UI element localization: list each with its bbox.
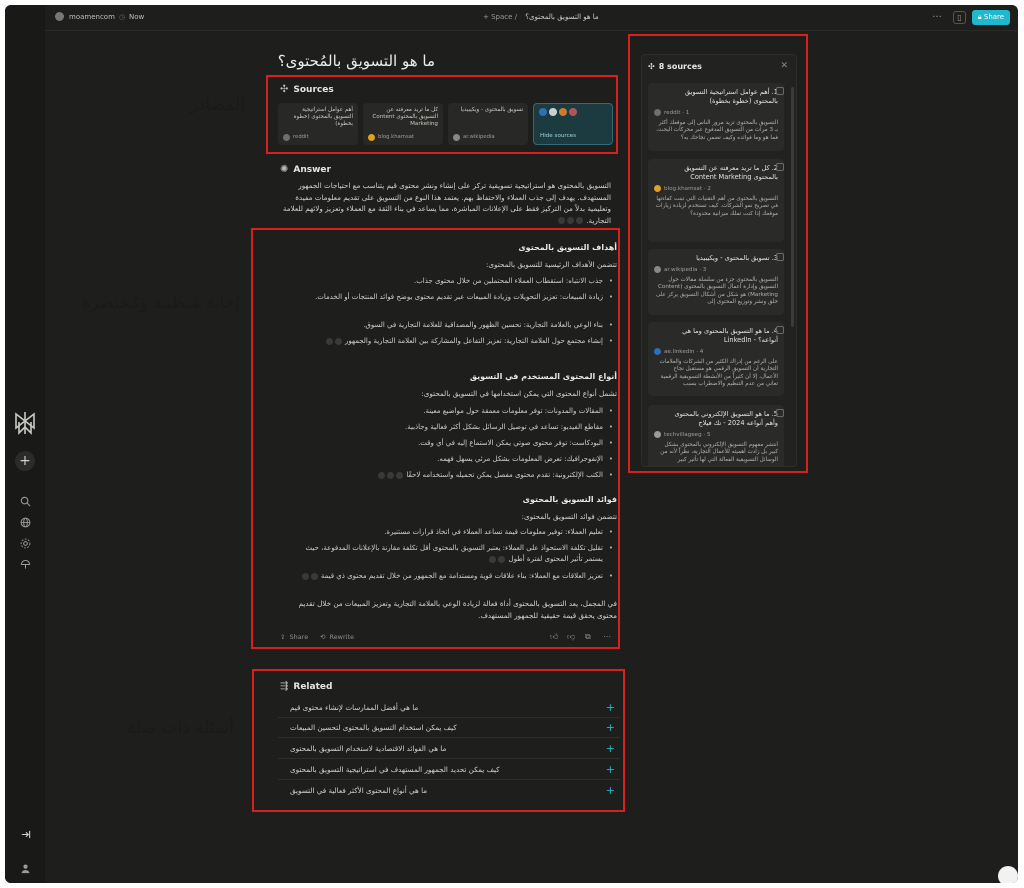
benefits-heading: فوائد التسويق بالمحتوى bbox=[522, 495, 617, 504]
source-item-title: 3. تسويق بالمحتوى - ويكيبيديا bbox=[696, 254, 778, 262]
source-item-desc: التسويق بالمحتوى من أهم التقنيات التي تبنت كفاءتها في تصريح نمو الشركات. كيف تستخدم لزيادة زيارات موقعك إذا كنت تملك ميزانية محدودة؟ bbox=[655, 196, 778, 217]
list-item: الإنفوجرافيك: تعرض المعلومات بشكل مرئي يسهل فهمه. • bbox=[295, 454, 603, 465]
related-question-text: كيف يمكن تحديد الجمهور المستهدف في استراتيجية التسويق بالمحتوى bbox=[290, 765, 500, 774]
related-question-text: ما هي أفضل الممارسات لإنشاء محتوى قيم bbox=[290, 703, 419, 712]
plus-icon: + bbox=[483, 13, 489, 21]
types-intro: تشمل أنواع المحتوى التي يمكن استخدامها في التسويق بالمحتوى: bbox=[421, 389, 617, 398]
close-icon[interactable]: ✕ bbox=[780, 61, 788, 71]
username: moamencom bbox=[69, 12, 115, 21]
lock-icon: 🔒︎ bbox=[977, 13, 982, 21]
annotation-related: أسئلة ذات صلة bbox=[126, 718, 234, 738]
source-item-desc: التسويق بالمحتوى جزء من سلسلة مقالات حول التسويق وإدارة أعمال التسويق بالمحتوى (Content Marketing) هو شكل من أشكال التسويق يركز على خلق ونشر وتوزيع المحتوى إلى bbox=[655, 277, 778, 306]
list-item: بناء الوعي بالعلامة التجارية: تحسين الظهور والمصداقية للعلامة التجارية في السوق. • bbox=[295, 320, 603, 331]
answer-intro-text: التسويق بالمحتوى هو استراتيجية تسويقية تركز على إنشاء ونشر محتوى قيم يتناسب مع احتياجات الجمهور المستهدف. يهدف إلى جذب العملاء والاحتفاظ بهم. يعتمد هذا النوع من التسويق على تقديم معلومات مفيدة وتعليمية بدلاً من التركيز فقط على الإعلانات المباشرة، مما يساعد في بناء الثقة مع العملاء وتعزيز ولائهم للعلامة التجارية. bbox=[282, 181, 611, 225]
perplexity-logo-icon[interactable] bbox=[11, 409, 39, 437]
source-item-title: 2. كل ما تريد معرفته عن التسويق بالمحتوى Content Marketing bbox=[684, 164, 778, 181]
source-item-title: 5. ما هو التسويق الإلكتروني بالمحتوى وأهم أنواعه 2024 - تك فيلاج bbox=[674, 410, 778, 427]
source-item-desc: على الرغم من إدراك الكثير من الشركات والعلامات التجارية أن التسويق الرقمي هو مستقبل نجاح الأعمال، إلا أن كثيراً من الأنشطة التسويقية الرقمية تعاني من عدم التنظيم والاضطراب بسبب bbox=[659, 359, 778, 388]
list-item: مقاطع الفيديو: تساعد في توصيل الرسائل بشكل أكثر فعالية وجاذبية. • bbox=[295, 422, 603, 433]
source-card-text: تسويق بالمحتوى - ويكيبيديا bbox=[460, 107, 523, 113]
plus-icon[interactable]: + bbox=[605, 701, 615, 714]
citation-badge[interactable] bbox=[567, 217, 574, 224]
source-card-text: كل ما تريد معرفته عن التسويق بالمحتوى Content Marketing bbox=[372, 107, 438, 127]
user-info[interactable] bbox=[55, 12, 144, 21]
timestamp: Now bbox=[129, 12, 145, 21]
source-item-site: techvillageeg · 5 bbox=[664, 431, 711, 438]
goals-heading: أهداف التسويق بالمحتوى bbox=[518, 243, 617, 252]
answer-section-title bbox=[280, 164, 331, 175]
list-item: البودكاست: توفر محتوى صوتي يمكن الاستماع إليه في أي وقت. • bbox=[295, 438, 603, 449]
more-options-icon[interactable]: ··· bbox=[932, 12, 942, 23]
search-icon[interactable] bbox=[14, 490, 36, 512]
source-site: reddit bbox=[293, 134, 309, 140]
avatar bbox=[55, 12, 64, 21]
copy-icon[interactable]: ⧉ bbox=[585, 632, 591, 641]
sources-icon: ✣ bbox=[280, 84, 289, 95]
list-item: زيادة المبيعات: تعزيز التحويلات وزيادة المبيعات عبر تقديم محتوى يوضح فوائد المنتجات أو الخدمات. • bbox=[295, 292, 603, 303]
share-icon: ⇪ bbox=[280, 633, 286, 641]
sources-label: Sources bbox=[293, 84, 334, 95]
list-item-text: الكتب الإلكترونية: تقدم محتوى مفصل يمكن تحميله واستخدامه لاحقًا bbox=[406, 471, 603, 479]
list-item: جذب الانتباه: استقطاب العملاء المحتملين من خلال محتوى جذاب. • bbox=[295, 276, 603, 287]
breadcrumb-separator: / bbox=[514, 13, 518, 21]
hide-sources-label: Hide sources bbox=[540, 133, 577, 139]
more-icon[interactable]: ⋯ bbox=[603, 632, 611, 641]
source-item-site: reddit · 1 bbox=[664, 109, 690, 116]
share-button-label: Share bbox=[983, 13, 1005, 21]
sources-panel-highlight-box bbox=[628, 34, 808, 473]
related-label: Related bbox=[293, 681, 333, 692]
clock-icon: ◷ bbox=[118, 12, 126, 21]
breadcrumb-space[interactable]: Space bbox=[491, 13, 513, 21]
citation-badge[interactable] bbox=[558, 217, 565, 224]
source-site: blog.khamsat bbox=[378, 134, 415, 140]
thumbs-down-icon[interactable]: 👎︎ bbox=[567, 632, 576, 641]
breadcrumb bbox=[483, 13, 599, 21]
breadcrumb-thread-title: ما هو التسويق بالمحتوى؟ bbox=[525, 13, 599, 21]
account-icon[interactable] bbox=[14, 857, 36, 879]
plus-icon[interactable]: + bbox=[605, 763, 615, 776]
answer-icon: ✺ bbox=[280, 164, 289, 175]
list-item-text: إنشاء مجتمع حول العلامة التجارية: تعزيز التفاعل والمشاركة بين العلامة التجارية والجمهور bbox=[344, 337, 603, 345]
annotation-sources: المصادر bbox=[189, 95, 245, 115]
sources-highlight-box bbox=[266, 75, 618, 154]
source-item-desc: انتشر مفهوم التسويق الإلكتروني بالمحتوى بشكل كبير بل زادت أهميته للأعمال التجارية، نظراً لأنه من الوسائل التسويقية الفعالة التي لها تأثير كبير bbox=[660, 442, 778, 463]
goals-intro: تتضمن الأهداف الرئيسية للتسويق بالمحتوى: bbox=[486, 260, 617, 269]
top-bar bbox=[45, 5, 1018, 31]
help-button[interactable] bbox=[998, 866, 1018, 883]
left-rail bbox=[5, 5, 45, 883]
source-item-desc: التسويق بالمحتوى تزيد مرور الناس إلى موقعك أكثر بـ 3 مرات من التسويق المدفوع عبر محركات البحث، فما هو وما فوائده وكيف تضمن نجاحك به؟ bbox=[656, 120, 778, 141]
source-item-title: 4. ما هو التسويق بالمحتوى وما هي أنواعه؟ - LinkedIn bbox=[682, 327, 778, 344]
sources-icon: ✣ bbox=[648, 62, 655, 71]
answer-conclusion: في المجمل، يعد التسويق بالمحتوى أداة فعالة لزيادة الوعي بالعلامة التجارية وتعزيز المبيعات من خلال تقديم محتوى يحقق قيمة حقيقية للجمهور المستهدف. bbox=[298, 599, 617, 620]
source-item-site: ae.linkedin · 4 bbox=[664, 348, 704, 355]
source-card-text: أهم عوامل استراتيجية التسويق بالمحتوى (خطوة بخطوة) bbox=[293, 107, 353, 127]
source-item-site: ar.wikipedia · 3 bbox=[664, 266, 707, 273]
question-title: ما هو التسويق بالمُحتوى؟ bbox=[277, 52, 435, 70]
citation-badge[interactable] bbox=[576, 217, 583, 224]
answer-highlight-box bbox=[251, 228, 620, 649]
list-item: المقالات والمدونات: توفر معلومات معمقة حول مواضيع معينة. • bbox=[295, 406, 603, 417]
bookmark-icon[interactable]: ▯ bbox=[953, 11, 966, 24]
related-icon: ⇶ bbox=[280, 681, 289, 692]
list-item: تعليم العملاء: توفير معلومات قيمة تساعد العملاء في اتخاذ قرارات مستنيرة. • bbox=[295, 527, 603, 538]
answer-intro bbox=[277, 180, 611, 226]
related-question-text: كيف يمكن استخدام التسويق بالمحتوى لتحسين المبيعات bbox=[290, 723, 457, 732]
globe-icon[interactable] bbox=[14, 511, 36, 533]
thumbs-up-icon[interactable]: 👍︎ bbox=[550, 632, 559, 641]
types-heading: أنواع المحتوى المستخدم في التسويق bbox=[469, 372, 617, 381]
list-item-text: تعزيز العلاقات مع العملاء: بناء علاقات قوية ومستدامة مع الجمهور من خلال تقديم محتوى ذي قيمة bbox=[320, 572, 603, 580]
share-button[interactable] bbox=[972, 10, 1010, 25]
plus-icon[interactable]: + bbox=[605, 742, 615, 755]
share-answer-label: Share bbox=[289, 633, 309, 641]
answer-label: Answer bbox=[293, 164, 331, 175]
plus-icon[interactable]: + bbox=[605, 784, 615, 797]
spaces-icon[interactable] bbox=[14, 532, 36, 554]
rewrite-label: Rewrite bbox=[329, 633, 355, 641]
expand-sidebar-icon[interactable] bbox=[14, 823, 36, 845]
new-thread-icon[interactable]: + bbox=[15, 451, 35, 471]
source-item-title: 1. أهم عوامل استراتيجية التسويق بالمحتوى (خطوة بخطوة) bbox=[685, 88, 778, 105]
related-question-text: ما هي الفوائد الاقتصادية لاستخدام التسويق بالمحتوى bbox=[290, 744, 447, 753]
source-site: ar.wikipedia bbox=[463, 134, 495, 140]
benefits-intro: تتضمن فوائد التسويق بالمحتوى: bbox=[521, 512, 617, 521]
plus-icon[interactable]: + bbox=[605, 721, 615, 734]
source-item-site: blog.khamsat · 2 bbox=[664, 185, 711, 192]
related-highlight-box bbox=[252, 669, 625, 812]
library-icon[interactable] bbox=[14, 553, 36, 575]
sources-count: 8 sources bbox=[658, 62, 702, 71]
related-question-text: ما هي أنواع المحتوى الأكثر فعالية في التسويق bbox=[290, 786, 428, 795]
rewrite-icon: ⟲ bbox=[320, 633, 326, 641]
list-item-text: تقليل تكلفة الاستحواذ على العملاء: يعتبر التسويق بالمحتوى أقل تكلفة مقارنة بالإعلانات المدفوعة، حيث يستمر تأثير المحتوى لفترة أطول bbox=[305, 544, 603, 564]
annotation-answer: إجابة مُنظمة ومُختصرة bbox=[81, 293, 240, 313]
